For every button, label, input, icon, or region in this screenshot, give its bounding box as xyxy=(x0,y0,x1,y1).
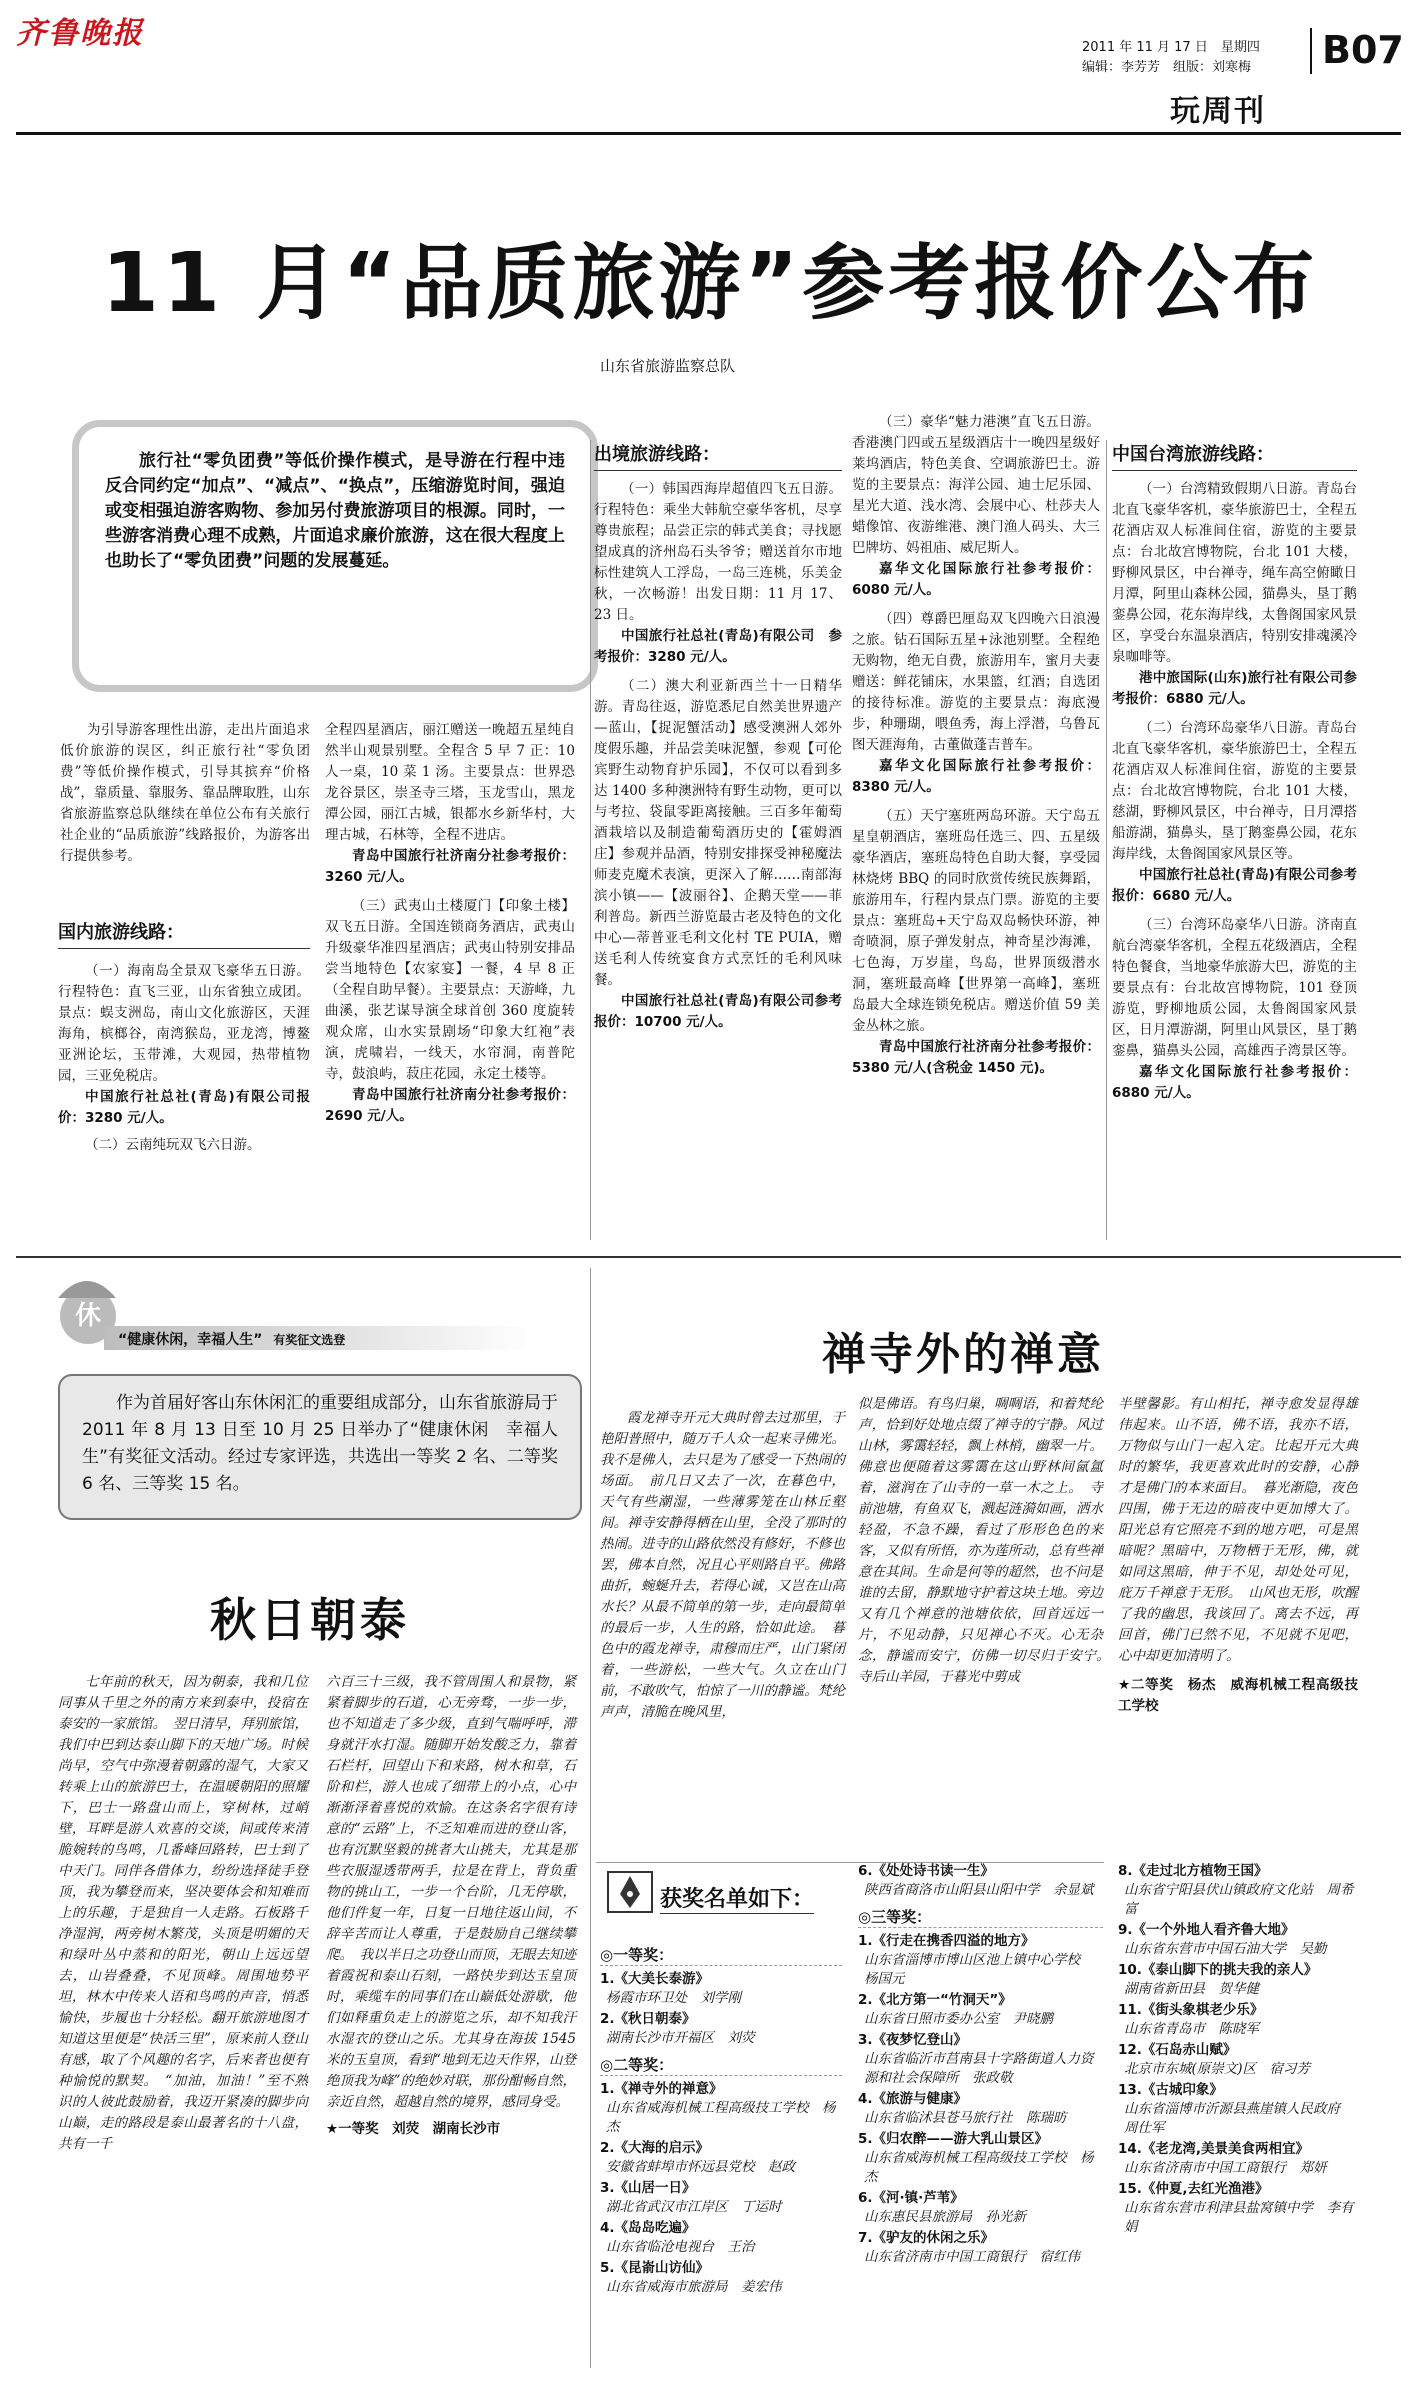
winner-title: 6.《河·镇·芦苇》 xyxy=(858,2190,964,2206)
winner-author: 山东省东营市利津县盐窝镇中学 李有娟 xyxy=(1124,2200,1354,2235)
lead-box xyxy=(72,420,598,692)
winner-title: 7.《驴友的休闲之乐》 xyxy=(858,2230,995,2246)
winner-item xyxy=(858,1932,1103,1989)
taiwan-route-2: （二）台湾环岛豪华八日游。青岛台北直飞豪华客机，豪华旅游巴士，全程五花酒店双人标准间住宿，游览的主要景点：台北故宫博物院，台北 101 大楼，慈湖，野柳风景区，中台禅寺，日月潭搭船游湖，猫鼻头，垦丁鹅銮鼻公园，花东海岸线，太鲁阁国家风景区等。 xyxy=(1112,720,1357,862)
winner-item xyxy=(600,2139,842,2177)
winner-title: 11.《街头象棋老少乐》 xyxy=(1118,2002,1264,2018)
outbound-route-4: （四）尊爵巴厘岛双飞四晚六日浪漫之旅。钻石国际五星+泳池别墅。全程绝无购物，绝无自费，旅游用车，蜜月夫妻赠送：鲜花铺床，水果篮，红酒；自选团的接待标准。游览的主要景点：海底漫步，种珊瑚，喂鱼秀，海上浮潜，乌鲁瓦图天涯海角，古董做蓬吉普车。 xyxy=(852,611,1100,753)
winner-author: 安徽省蚌埠市怀远县党校 赵政 xyxy=(606,2159,795,2175)
winner-item xyxy=(1118,2140,1363,2178)
winner-item xyxy=(858,1862,1103,1900)
contest-notice xyxy=(58,1374,582,1520)
winner-title: 5.《昆嵛山访仙》 xyxy=(600,2260,710,2276)
winner-author: 湖南长沙市开福区 刘荧 xyxy=(606,2030,755,2046)
outbound-heading: 出境旅游线路： xyxy=(594,440,842,471)
header-rule xyxy=(16,132,1401,135)
page-code: B07 xyxy=(1322,28,1404,72)
domestic-route-3: （三）武夷山土楼厦门【印象土楼】双飞五日游。全国连锁商务酒店，武夷山升级豪华准四星酒店；武夷山特别安排品尝当地特色【农家宴】一餐，4 早 8 正（全程自助早餐）。主要景点：天游峰，九曲溪，张艺谋导演全球首创 360 度旋转观众席，山水实景剧场“印象大红袍”表演，虎啸岩，一线天，水帘洞，南普陀寺，鼓浪屿，菽庄花园，永定土楼等。 xyxy=(325,898,575,1082)
award-level-label: ◎三等奖： xyxy=(858,1906,1103,1928)
winner-author: 山东省威海机械工程高级技工学校 杨杰 xyxy=(864,2150,1094,2185)
page-code-divider xyxy=(1310,28,1312,74)
domestic-price-3: 青岛中国旅行社济南分社参考报价：2690 元/人。 xyxy=(325,1087,575,1124)
winner-item xyxy=(858,2229,1103,2267)
winner-author: 山东省临沭县苍马旅行社 陈瑞昉 xyxy=(864,2110,1067,2126)
winner-title: 1.《禅寺外的禅意》 xyxy=(600,2081,723,2097)
outbound-price-1: 中国旅行社总社(青岛)有限公司 参考报价：3280 元/人。 xyxy=(594,628,842,665)
winner-item xyxy=(858,2130,1103,2187)
outbound-price-4: 嘉华文化国际旅行社参考报价：8380 元/人。 xyxy=(852,758,1100,795)
winner-item xyxy=(858,2090,1103,2128)
winner-item xyxy=(858,1991,1103,2029)
winner-title: 6.《处处诗书读一生》 xyxy=(858,1863,995,1879)
essay2-col2: 似是佛语。有鸟归巢，啁啁语，和着梵纶声，恰到好处地点缀了禅寺的宁静。风过山林，雾霭轻轻，飘上林梢，幽翠一片。佛意也便随着这雾霭在这山野林间氤氲着，滋润在了山寺的一草一木之上。 寺前池塘，有鱼双飞，溅起涟漪如画，洒水轻盈，不急不躁，看过了形形色色的来客，又似有所悟，亦为莲所动，总有些禅意在其间。生命是何等的超然，也不问是谁的去留，静默地守护着这块土地。旁边又有几个禅意的池塘依依，回首远远一片，不见动静，只见禅心不灭。心无杂念，静谧而安宁，仿佛一切尽归于安宁。 寺后山羊园，于暮光中剪成 xyxy=(858,1396,1117,1685)
umbrella-icon xyxy=(52,1270,122,1300)
winner-item xyxy=(1118,1921,1363,1959)
winner-author: 山东省临沂市莒南县十字路街道人力资源和社会保障所 张政敬 xyxy=(864,2051,1094,2086)
winner-title: 8.《走过北方植物王国》 xyxy=(1118,1863,1268,1879)
outbound-price-2: 中国旅行社总社(青岛)有限公司参考报价：10700 元/人。 xyxy=(594,993,842,1030)
winner-title: 10.《泰山脚下的挑夫我的亲人》 xyxy=(1118,1962,1318,1978)
winner-title: 4.《旅游与健康》 xyxy=(858,2091,968,2107)
outbound-route-5: （五）天宁塞班两岛环游。天宁岛五星皇朝酒店，塞班岛任选三、四、五星级豪华酒店，塞班岛特色自助大餐，享受园林烧烤 BBQ 的同时欣赏传统民族舞蹈，旅游用车，行程内景点门票。游览的主要景点：塞班岛+天宁岛双岛畅快环游，神奇喷洞，原子弹发射点，神奇星沙海滩，七色海，万岁崖，鸟岛，世界顶级潜水洞，塞班最高峰【世界第一高峰】，塞班岛最大全球连锁免税店。赠送价值 59 美金丛林之旅。 xyxy=(852,808,1100,1034)
essay1-col2: 六百三十三级，我不管周围人和景物，紧紧着脚步的石道，心无旁骛，一步一步，也不知道走了多少级，直到气喘呼呼，滞身就汗水打湿。随脚开始发酸乏力，靠着石栏杆，回望山下和来路，树木和草，石阶和栏，游人也成了细带上的小点，心中渐渐泽着喜悦的欢愉。在这条名字很有诗意的“云路”上，不乏知难而进的登山客，也有沉默坚毅的挑者大山挑夫，尤其是那些衣服湿透带两手，拉是在背上，背负重物的挑山工，一步一个台阶，几无停歇，他们件复一年，日复一日地往返山间，不辞辛苦而让人尊重，于是鼓励自己继续攀爬。 我以半日之功登山而顶，无眼去知迹着霞祝和泰山石刻，一路快步到达玉皇顶时，乘缆车的同事们在山巅低处游歇，他们如释重负走上的游览之乐，却不知我汗水湿衣的登山之乐。尤其身在海拔 1545 米的玉皇顶，看到“地到无边天作界，山登绝顶我为峰”的绝妙对联，那份酣畅自然，亲近自然，超越自然的境界，感同身受。 xyxy=(326,1674,576,2110)
date-line: 2011 年 11 月 17 日 星期四 xyxy=(1082,40,1260,55)
award-level-label: ◎一等奖： xyxy=(600,1944,842,1966)
essay1-col1: 七年前的秋天，因为朝泰，我和几位同事从千里之外的南方来到泰中，投宿在泰安的一家旅馆。 翌日清早，拜别旅馆，我们中巴到达泰山脚下的天地广场。时候尚早，空气中弥漫着朝露的湿气，大家又转乘上山的旅游巴士，在温暖朝阳的照耀下，巴士一路盘山而上，穿树林，过峭壁，耳畔是游人欢喜的交谈，间或传来清脆婉转的鸟鸣，几番峰回路转，巴士到了中天门。同伴各借体力，纷纷选择徒手登顶，我为攀登而来，坚决要体会和知难而上的乐趣，于是独自一人走路。石板路千净湿润，两旁树木繁茂，头顶是明媚的天和绿叶丛中蒸和的阳光，朝山上远远望去，山岩叠叠，不见顶峰。周围地势平坦，林木中传来人语和鸟鸣的声音，悄悉愉快，步履也十分轻松。翻开旅游地图才知道这里便是“快活三里”，原来前人登山有感，取了个风趣的名字，后来者也便有种愉悦的默契。 “加油，加油！”至不熟识的人彼此鼓励着，我迈开紧凑的脚步向山巅，走的路段是泰山最著名的十八盘，共有一千 xyxy=(58,1674,308,2152)
winner-item xyxy=(858,2031,1103,2088)
winner-title: 12.《石岛赤山赋》 xyxy=(1118,2042,1237,2058)
masthead: 齐鲁晚报 xyxy=(16,16,144,51)
taiwan-price-3: 嘉华文化国际旅行社参考报价：6880 元/人。 xyxy=(1112,1064,1357,1101)
winner-author: 陕西省商洛市山阳县山阳中学 余显斌 xyxy=(864,1882,1094,1898)
winner-author: 湖南省新田县 贺华健 xyxy=(1124,1981,1259,1997)
domestic-route-1: （一）海南岛全景双飞豪华五日游。行程特色：直飞三亚，山东省独立成团。景点：蜈支洲岛，南山文化旅游区，天涯海角，槟榔谷，南湾猴岛，亚龙湾，博鳌亚洲论坛，玉带滩，大观园，热带植物园，三亚免税店。 xyxy=(58,963,310,1084)
winner-author: 山东惠民县旅游局 孙光新 xyxy=(864,2209,1026,2225)
domestic-route-2-start: （二）云南纯玩双飞六日游。 xyxy=(85,1137,261,1153)
winner-title: 5.《归农醉——游大乳山景区》 xyxy=(858,2131,1049,2147)
lead-text: 旅行社“零负团费”等低价操作模式，是导游在行程中违反合同约定“加点”、“减点”、“换点”，压缩游览时间，强迫或变相强迫游客购物、参加另付费旅游项目的根源。同时，一些游客消费心理不成熟，片面追求廉价旅游，这在很大程度上也助长了“零负团费”问题的发展蔓延。 xyxy=(105,451,565,571)
pen-nib-icon xyxy=(606,1870,654,1914)
winner-item xyxy=(600,2010,842,2048)
taiwan-route-1: （一）台湾精致假期八日游。青岛台北直飞豪华客机，豪华旅游巴士，全程五花酒店双人标准间住宿，游览的主要景点：台北故宫博物院，台北 101 大楼，野柳风景区，中台禅寺，绳车高空俯瞰日月潭，阿里山森林公园，猫鼻头，垦丁鹅銮鼻公园，花东海岸线，太鲁阁国家风景区，享受台东温泉酒店，特别安排魂溪冷泉咖啡等。 xyxy=(1112,481,1357,665)
winner-author: 山东省青岛市 陈晓军 xyxy=(1124,2021,1259,2037)
essay2-col3: 半壁馨影。有山相托，禅寺愈发显得雄伟起来。山不语，佛不语，我亦不语，万物似与山门一起入定。比起开元大典时的繁华，我更喜欢此时的安静，心静才是佛门的本来面目。 暮光渐隐，夜色四围，佛于无边的暗夜中更加博大了。阳光总有它照亮不到的地方吧，可是黑暗呢？黑暗中，万物栖于无形，佛，就如同这黑暗，伸于不见，却处处可见，庇万千禅意于无形。 山风也无形，吹醒了我的幽思，我该回了。离去不远，再回首，佛门已然不见，不见就不见吧，心中却更加清明了。 xyxy=(1118,1396,1358,1664)
domestic-price-1: 中国旅行社总社(青岛)有限公司报价：3280 元/人。 xyxy=(58,1089,310,1126)
winner-item xyxy=(600,2080,842,2137)
domestic-price-2: 青岛中国旅行社济南分社参考报价：3260 元/人。 xyxy=(325,848,575,885)
winner-item xyxy=(858,2189,1103,2227)
winner-item xyxy=(1118,2081,1363,2138)
winners-heading: 获奖名单如下： xyxy=(660,1882,814,1914)
taiwan-heading: 中国台湾旅游线路： xyxy=(1112,440,1357,471)
winner-title: 9.《一个外地人看齐鲁大地》 xyxy=(1118,1922,1295,1938)
winner-author: 山东省威海机械工程高级技工学校 杨杰 xyxy=(606,2100,836,2135)
section-divider xyxy=(16,1256,1401,1258)
editor-line: 编辑：李芳芳 组版：刘寒梅 xyxy=(1082,60,1252,75)
winner-title: 15.《仲夏,去红光渔港》 xyxy=(1118,2181,1269,2197)
winner-item xyxy=(600,2259,842,2297)
winner-title: 13.《古城印象》 xyxy=(1118,2082,1223,2098)
winner-title: 3.《夜梦忆登山》 xyxy=(858,2032,968,2048)
winner-title: 1.《行走在携香四溢的地方》 xyxy=(858,1933,1035,1949)
essay1-title: 秋日朝泰 xyxy=(210,1593,410,1647)
winner-author: 山东省东营市中国石油大学 吴勤 xyxy=(1124,1941,1327,1957)
winner-author: 山东省临沧电视台 王治 xyxy=(606,2239,755,2255)
winner-author: 杨霞市环卫处 刘学刚 xyxy=(606,1990,741,2006)
essay2-title: 禅寺外的禅意 xyxy=(822,1329,1104,1380)
taiwan-price-2: 中国旅行社总社(青岛)有限公司参考报价：6680 元/人。 xyxy=(1112,867,1357,904)
outbound-price-5: 青岛中国旅行社济南分社参考报价：5380 元/人(含税金 1450 元)。 xyxy=(852,1039,1100,1076)
domestic-route-2-cont: 全程四星酒店，丽江赠送一晚超五星纯自然半山观景别墅。全程含 5 早 7 正：10 人一桌，10 菜 1 汤。主要景点：世界恐龙谷景区，崇圣寺三塔，玉龙雪山，黑龙潭公园，丽江古城，银都水乡新华村，大理古城，石林等，全程不进店。 xyxy=(325,722,575,843)
winner-item xyxy=(1118,1961,1363,1999)
outbound-route-3: （三）豪华“魅力港澳”直飞五日游。香港澳门四或五星级酒店十一晚四星级好莱坞酒店，特色美食、空调旅游巴士。游览的主要景点：海洋公园、迪士尼乐园、星光大道、浅水湾、会展中心、杜莎夫人蜡像馆、夜游维港、澳门渔人码头、大三巴牌坊、妈祖庙、威尼斯人。 xyxy=(852,414,1100,556)
contest-banner-sub: 有奖征文选登 xyxy=(273,1333,346,1347)
winner-author: 北京市东城(原崇文)区 宿习芳 xyxy=(1124,2061,1311,2077)
winner-author: 湖北省武汉市江岸区 丁运时 xyxy=(606,2199,782,2215)
winner-author: 山东省济南市中国工商银行 郑妍 xyxy=(1124,2160,1327,2176)
winner-author: 山东省威海市旅游局 姜宏伟 xyxy=(606,2279,782,2295)
winner-title: 2.《秋日朝泰》 xyxy=(600,2011,696,2027)
taiwan-price-1: 港中旅国际(山东)旅行社有限公司参考报价：6880 元/人。 xyxy=(1112,670,1357,707)
winner-item xyxy=(600,2179,842,2217)
outbound-price-3: 嘉华文化国际旅行社参考报价：6080 元/人。 xyxy=(852,561,1100,598)
outbound-route-1: （一）韩国西海岸超值四飞五日游。行程特色：乘坐大韩航空豪华客机，尽享尊贵旅程；品尝正宗的韩式美食；寻找愿望成真的济州岛石头爷爷；赠送首尔市地标性建筑人工浮岛，一岛三连桃，乐美金秋，一次畅游！出发日期：11 月 17、23 日。 xyxy=(594,481,842,623)
winner-title: 14.《老龙湾,美景美食两相宜》 xyxy=(1118,2141,1310,2157)
winner-author: 山东省淄博市博山区池上镇中心学校 杨国元 xyxy=(864,1952,1094,1987)
essay2-col1: 霞龙禅寺开元大典时曾去过那里，于艳阳普照中，随万千人众一起来寻佛光。我不是佛人，去只是为了感受一下热闹的场面。 前几日又去了一次，在暮色中，天气有些潮湿，一些薄雾笼在山林丘壑间。禅寺安静得栖在山里，全没了那时的热闹。进寺的山路依然没有修好，不修也罢，佛本自然，况且心平则路自平。佛路曲折，蜿蜒升去，若得心诚，又岂在山高水长？从最不简单的第一步，走向最简单的最后一步，人生的路，恰如此途。 暮色中的霞龙禅寺，肃穆而庄严，山门紧闭着，一些游松，一些大气。久立在山门前，不敢吹气，怕惊了一川的静谧。梵纶声声，清脆在晚风里， xyxy=(600,1410,845,1720)
winner-author: 山东省淄博市沂源县燕崖镇人民政府 周仕军 xyxy=(1124,2101,1354,2136)
byline: 山东省旅游监察总队 xyxy=(600,357,736,375)
outbound-route-2: （二）澳大利亚新西兰十一日精华游。青岛往返，游览悉尼自然美世界遗产—蓝山，【捉泥蟹活动】感受澳洲人郊外度假乐趣，并品尝美味泥蟹，参观【可伦宾野生动物育护乐园】，不仅可以看到多达 1400 多种澳洲特有野生动物，更可以与考拉、袋鼠零距离接触。三百多年葡萄酒栽培以及制造葡萄酒历史的【霍姆酒庄】参观并品酒，特别安排探受神秘魔法师麦克魔术表演，更深入了解……南部海滨小镇——【波丽谷】、企鹅天堂——菲利普岛。新西兰游览最古老及特色的文化中心—蒂普亚毛利文化村 TE PUIA，赠送毛利人传统宴食方式烹饪的毛利风味餐。 xyxy=(594,678,842,988)
essay1-author: ★一等奖 刘荧 湖南长沙市 xyxy=(326,2121,501,2137)
winner-title: 1.《大美长泰游》 xyxy=(600,1971,710,1987)
taiwan-route-3: （三）台湾环岛豪华八日游。济南直航台湾豪华客机，全程五花级酒店，全程特色餐食，当地豪华旅游大巴，游览的主要景点有：台北故宫博物院，101 登顶游览，野柳地质公园，太鲁阁国家风景区，日月潭游湖，阿里山风景区，垦丁鹅銮鼻，猫鼻头公园，高雄西子湾景区等。 xyxy=(1112,917,1357,1059)
winner-author: 山东省济南市中国工商银行 宿红伟 xyxy=(864,2249,1080,2265)
badge-char: 休 xyxy=(74,1301,101,1331)
winner-item xyxy=(1118,2001,1363,2039)
essay2-author: ★二等奖 杨杰 威海机械工程高级技工学校 xyxy=(1118,1677,1358,1714)
award-level-label: ◎二等奖： xyxy=(600,2054,842,2076)
winner-item xyxy=(600,1970,842,2008)
section-name: 玩周刊 xyxy=(1170,94,1266,129)
winner-item xyxy=(1118,2041,1363,2079)
page-title: 11 月“品质旅游”参考报价公布 xyxy=(101,236,1319,331)
contest-notice-text: 作为首届好客山东休闲汇的重要组成部分，山东省旅游局于 2011 年 8 月 13 日至 10 月 25 日举办了“健康休闲 幸福人生”有奖征文活动。经过专家评选，共选出一等奖 2 名、二等奖 6 名、三等奖 15 名。 xyxy=(82,1393,558,1494)
winner-title: 3.《山居一日》 xyxy=(600,2180,696,2196)
winner-item xyxy=(1118,1862,1363,1919)
winner-author: 山东省日照市委办公室 尹晓鹏 xyxy=(864,2011,1053,2027)
domestic-heading: 国内旅游线路： xyxy=(58,918,310,949)
winner-author: 山东省宁阳县伏山镇政府文化站 周希富 xyxy=(1124,1882,1354,1917)
winner-title: 2.《大海的启示》 xyxy=(600,2140,710,2156)
winner-item xyxy=(600,2219,842,2257)
winner-title: 2.《北方第一“竹洞天”》 xyxy=(858,1992,1012,2008)
intro-text: 为引导游客理性出游，走出片面追求低价旅游的误区，纠正旅行社“零负团费”等低价操作模式，引导其摈弃“价格战”，靠质量、靠服务、靠品牌取胜，山东省旅游监察总队继续在单位公布有关旅行社企业的“品质旅游”线路报价，为游客出行提供参考。 xyxy=(60,722,310,864)
contest-banner-title: “健康休闲，幸福人生” xyxy=(118,1332,263,1348)
winner-item xyxy=(1118,2180,1363,2237)
winner-title: 4.《岛岛吃遍》 xyxy=(600,2220,696,2236)
